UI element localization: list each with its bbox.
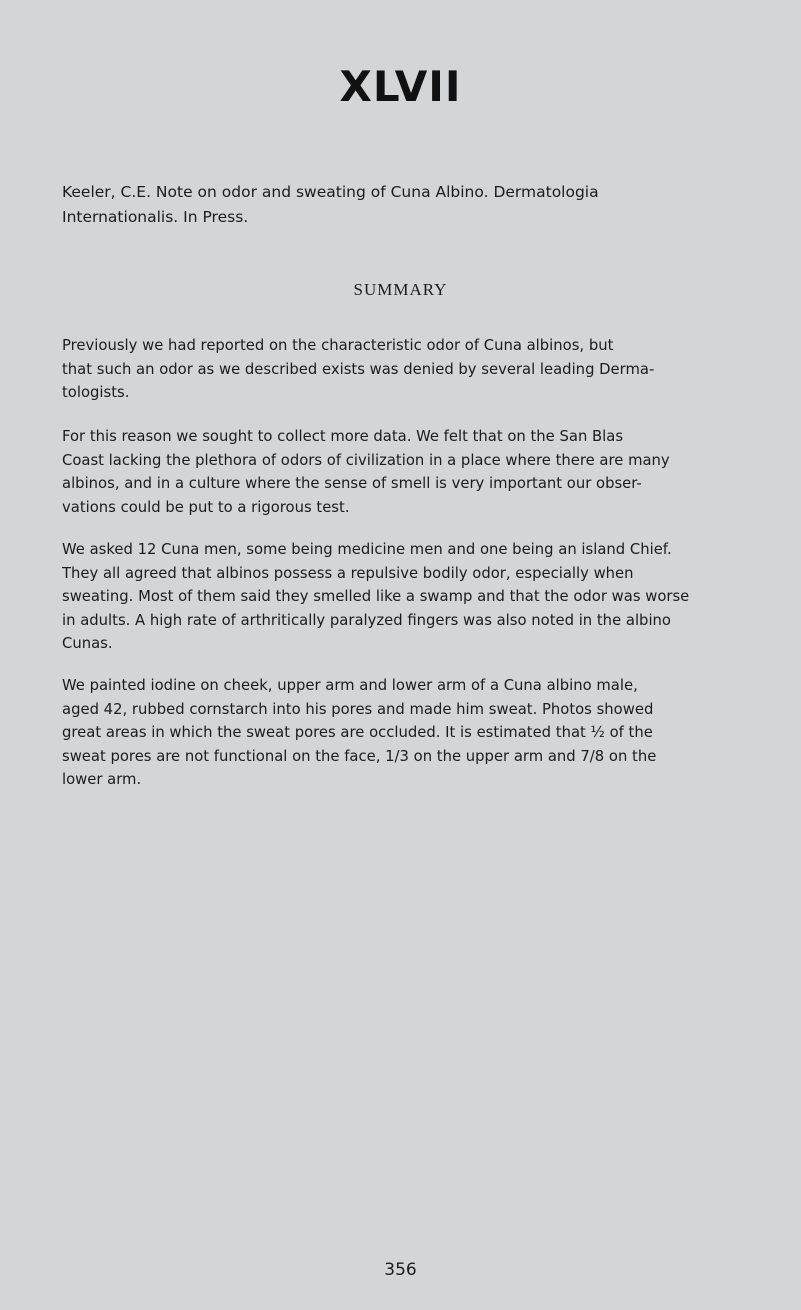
paragraph-line: vations could be put to a rigorous test. bbox=[62, 498, 350, 516]
paragraph-line: lower arm. bbox=[62, 771, 142, 788]
paragraph-line: sweating. Most of them said they smelled like a swamp and that the odor was worse bbox=[62, 588, 690, 605]
paragraph-previous-report bbox=[62, 334, 767, 405]
paragraph-line: Cunas. bbox=[62, 635, 113, 652]
paragraph-line: We painted iodine on cheek, upper arm and lower arm of a Cuna albino male, bbox=[62, 677, 638, 694]
paragraph-line: We asked 12 Cuna men, some being medicine men and one being an island Chief. bbox=[62, 541, 672, 558]
summary-heading: SUMMARY bbox=[353, 280, 448, 299]
citation-line: Keeler, C.E. Note on odor and sweating of Cuna Albino. Dermatologia bbox=[62, 183, 599, 201]
paragraph-line: aged 42, rubbed cornstarch into his pores and made him sweat. Photos showed bbox=[62, 700, 654, 718]
paragraph-line: tologists. bbox=[62, 384, 130, 401]
paragraph-line: For this reason we sought to collect more data. We felt that on the San Blas bbox=[62, 428, 624, 445]
paragraph-line: Previously we had reported on the characteristic odor of Cuna albinos, but bbox=[62, 337, 614, 354]
paragraph-line: Coast lacking the plethora of odors of civilization in a place where there are many bbox=[62, 451, 670, 469]
paragraph-line: albinos, and in a culture where the sense of smell is very important our obser- bbox=[62, 475, 642, 492]
chapter-heading: XLVII bbox=[339, 62, 462, 111]
citation bbox=[62, 180, 742, 230]
paragraph-line: They all agreed that albinos possess a repulsive bodily odor, especially when bbox=[62, 564, 634, 582]
paragraph-data-collection bbox=[62, 425, 767, 519]
citation-line: Internationalis. In Press. bbox=[62, 208, 249, 226]
paragraph-line: that such an odor as we described exists was denied by several leading Derma- bbox=[62, 360, 655, 378]
paragraph-cuna-men bbox=[62, 538, 767, 656]
page-number: 356 bbox=[384, 1260, 417, 1280]
paragraph-line: great areas in which the sweat pores are occluded. It is estimated that ½ of the bbox=[62, 724, 653, 741]
paragraph-line: sweat pores are not functional on the face, 1/3 on the upper arm and 7/8 on the bbox=[62, 747, 657, 765]
paragraph-line: in adults. A high rate of arthritically paralyzed fingers was also noted in the albino bbox=[62, 611, 671, 629]
paragraph-iodine-test bbox=[62, 674, 767, 792]
